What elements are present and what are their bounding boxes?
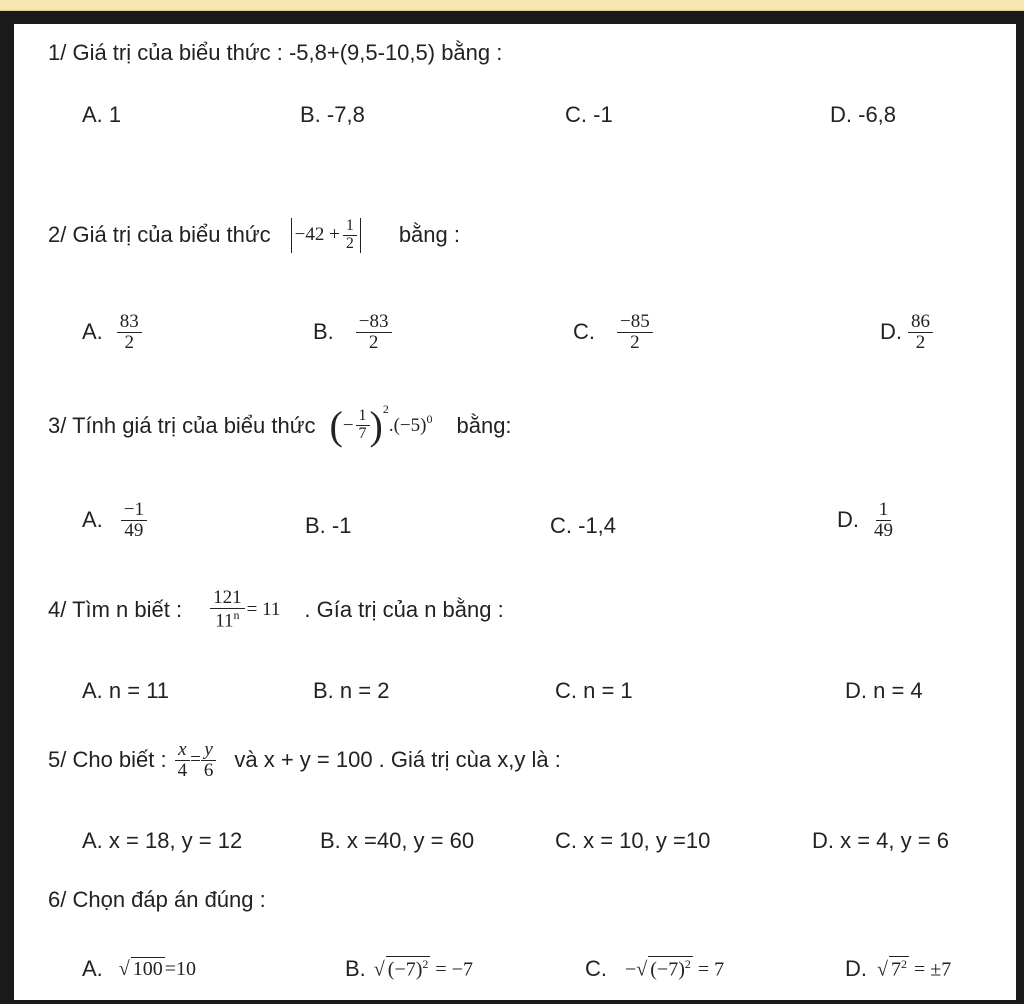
question-4 [48,588,504,631]
q4-suffix: . Gía trị của n bằng : [304,596,504,622]
question-5: 5/ Cho biết : $\frac{x}{4}$ = $\frac{y}{6}$ và x + y = 100 . Giá trị cùa x,y là : [48,739,561,781]
q5-middle: và x + y = 100 . Giá trị cùa x,y là : [234,747,561,773]
q3-option-b: B. -1 [305,513,352,538]
q4-option-a: A. n = 11 [82,678,170,703]
q2-expr-fraction: $\frac{1}{2}$ [343,218,357,253]
question-6: 6/ Chọn đáp án đúng : [48,887,266,912]
q6-option-c: C. −√ $(-7)^2 = 7$ [585,956,725,981]
q4-option-c: C. n = 1 [555,678,633,703]
q1-option-b: B. -7,8 [300,102,365,127]
q6-option-a: A. √ 100 =10 [82,956,197,981]
q3-option-d: D. $\frac{1}{49}$ [837,499,893,541]
q3-option-a: A. $\frac{-1}{49}$ [82,500,147,541]
q3-prefix: 3/ Tính giá trị của biểu thức [48,412,316,438]
q5-option-d: D. x = 4, y = 6 [812,828,949,853]
q5-option-a: A. x = 18, y = 12 [82,828,243,853]
q2-option-a: A. $\frac{83}{2}$ [82,312,142,353]
q4-prefix: 4/ Tìm n biết : [48,596,183,622]
q2-option-c: C. $\frac{-85}{2}$ [573,312,653,353]
q2-expression [291,218,361,253]
q5-option-b: B. x =40, y = 60 [320,828,475,853]
q2-option-d: D. $\frac{86}{2}$ [880,312,933,353]
q3-suffix: bằng: [456,412,512,438]
q3-option-c: C. -1,4 [550,513,617,538]
question-2 [48,218,460,253]
question-1: 1/ Giá trị của biểu thức : -5,8+(9,5-10,5) bằng : [48,40,503,65]
q5-option-c: C. x = 10, y =10 [555,828,711,853]
q2-suffix: bằng : [398,222,460,248]
q6-option-d: D. √ $7^2 = \pm 7$ [845,956,952,981]
q5-prefix: 5/ Cho biết : [48,747,167,773]
q2-option-b: B. $\frac{-83}{2}$ [313,312,392,353]
question-3 [48,402,512,449]
q2-expr-term: −42 + [294,224,340,246]
q3-expression: ( − $\frac{1}{7}$ ) $^2$ .(−5) $^0$ [329,402,433,448]
top-toolbar-strip [0,0,1024,11]
q1-option-c: C. -1 [565,102,613,127]
q4-option-b: B. n = 2 [313,678,390,703]
q4-option-d: D. n = 4 [845,678,923,703]
q6-option-b: B. √ $(-7)^2 = -7$ [345,956,473,981]
q1-option-d: D. -6,8 [830,102,897,127]
q2-prefix: 2/ Giá trị của biểu thức [48,222,271,248]
q4-equation: $\frac{121}{11^n}$ = 11 [210,588,280,631]
q1-option-a: A. 1 [82,102,122,127]
